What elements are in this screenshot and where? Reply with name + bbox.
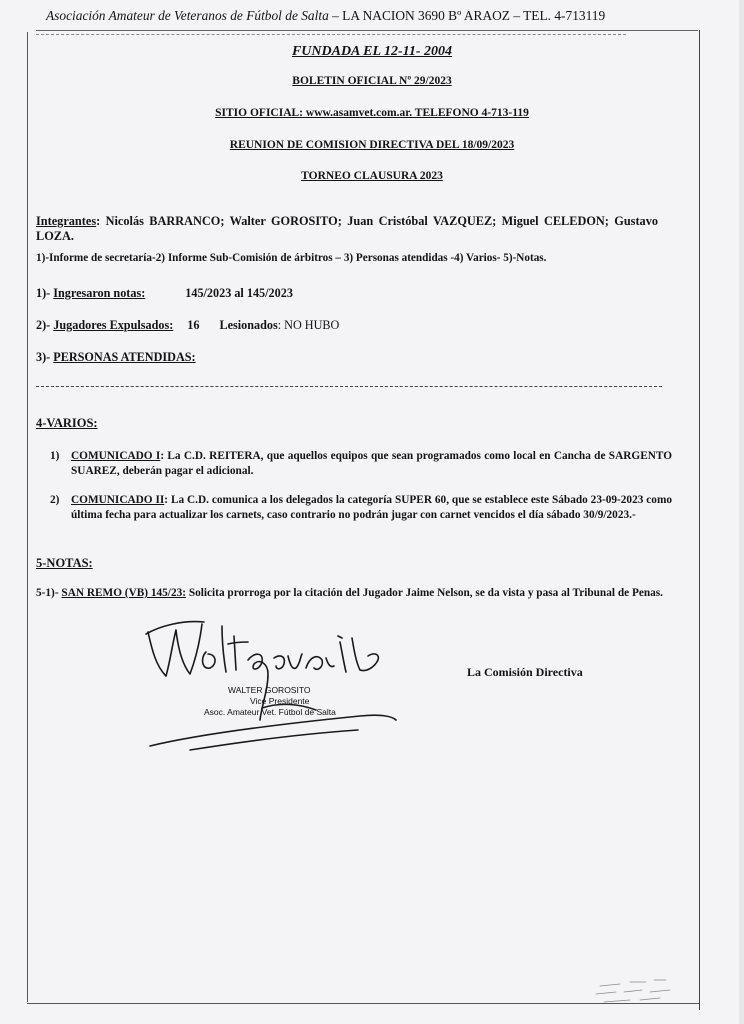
announcement-body: : La C.D. comunica a los delegados la categoría SUPER 60, que se establece este Sábado 23-09-2023 como última fecha para actualizar los carnets, caso contrario no podrán jugar con carnet vencidos el día sábado 30/9/2023.-	[71, 494, 672, 521]
various-heading: 4-VARIOS:	[36, 416, 98, 430]
letterhead	[46, 8, 605, 24]
notes-received-line	[36, 286, 293, 301]
stamp-org: Asoc. Amateur Vet. Fútbol de Salta	[204, 707, 336, 717]
tournament-title: TORNEO CLAUSURA 2023	[301, 170, 443, 182]
attended-prefix: 3)-	[36, 350, 54, 364]
announcement-number: 2)	[50, 494, 60, 506]
scan-edge	[739, 0, 744, 1024]
announcement-text	[71, 449, 672, 479]
letterhead-address: – LA NACION 3690 Bº ARAOZ – TEL. 4-713119	[328, 8, 606, 23]
members-paragraph	[36, 214, 658, 244]
meeting-title: REUNION DE COMISION DIRECTIVA DEL 18/09/2023	[229, 139, 515, 151]
note-label: SAN REMO (VB) 145/23:	[61, 587, 186, 599]
members-names: : Nicolás BARRANCO; Walter GOROSITO; Juan Cristóbal VAZQUEZ; Miguel CELEDON; Gustavo LOZA.	[36, 214, 658, 243]
notes-received-prefix: 1)-	[36, 286, 54, 300]
margin-scribble	[590, 970, 700, 1010]
announcement-number: 1)	[50, 450, 60, 462]
expelled-label: Jugadores Expulsados:	[53, 318, 174, 332]
official-site: SITIO OFICIAL: www.asamvet.com.ar. TELEFONO 4-713-119	[215, 107, 529, 119]
note-prefix: 5-1)-	[36, 587, 62, 599]
notes-received-label: Ingresaron notas:	[53, 286, 146, 300]
expelled-players-line	[36, 318, 339, 333]
announcement-label: COMUNICADO I	[71, 450, 161, 462]
expelled-value: 16	[187, 318, 200, 332]
announcement-label: COMUNICADO II	[71, 494, 165, 506]
letterhead-org: Asociación Amateur de Veteranos de Fútbol de Salta	[46, 8, 329, 23]
note-item	[36, 586, 666, 601]
bulletin-title: BOLETIN OFICIAL Nº 29/2023	[292, 75, 452, 87]
attended-people-line	[36, 350, 196, 365]
members-label: Integrantes	[36, 214, 97, 228]
section-divider	[36, 386, 662, 387]
stamp-role: Vice Presidente	[250, 696, 310, 706]
announcement-text	[71, 493, 672, 523]
announcement-body: : La C.D. REITERA, que aquellos equipos que sean programados como local en Cancha de SARGENTO SUAREZ, deberán pagar el adicional.	[71, 450, 672, 477]
board-signature-label: La Comisión Directiva	[467, 665, 583, 679]
frame-top-border	[36, 30, 698, 31]
notes-heading: 5-NOTAS:	[36, 556, 93, 570]
signature-stamp	[204, 685, 336, 718]
letterhead-rule	[36, 34, 626, 35]
notes-received-value: 145/2023 al 145/2023	[185, 286, 293, 300]
note-body: Solicita prorroga por la citación del Jugador Jaime Nelson, se da vista y pasa al Tribunal de Penas.	[186, 587, 664, 599]
agenda-line: 1)-Informe de secretaría-2) Informe Sub-Comisión de árbitros – 3) Personas atendidas -4) Varios- 5)-Notas.	[36, 252, 547, 264]
stamp-name: WALTER GOROSITO	[228, 685, 311, 695]
expelled-prefix: 2)-	[36, 318, 54, 332]
injured-value: : NO HUBO	[277, 318, 340, 332]
injured-label: Lesionados	[219, 318, 278, 332]
founded-date: FUNDADA EL 12-11- 2004	[291, 44, 453, 59]
attended-label: PERSONAS ATENDIDAS:	[53, 350, 196, 364]
